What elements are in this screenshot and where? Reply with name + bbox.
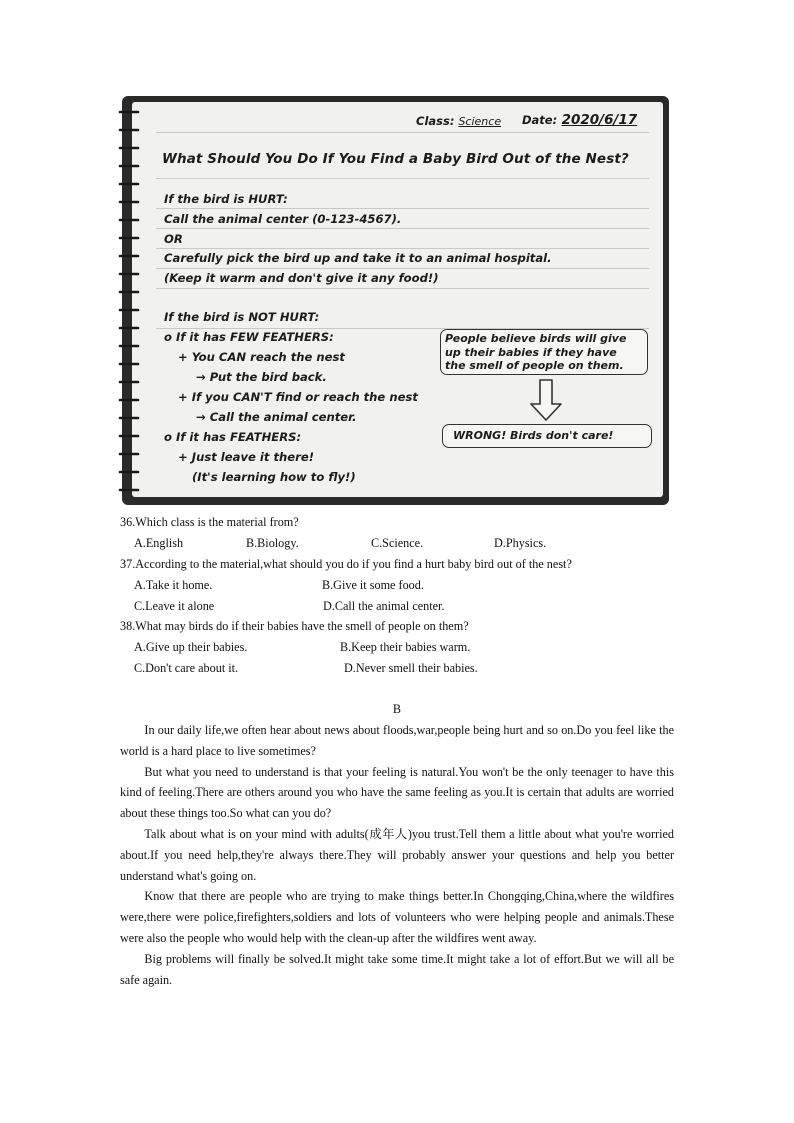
date-header [522,112,637,128]
callout-line: the smell of people on them. [445,359,624,372]
notebook-page [132,102,663,497]
date-label: Date: [522,113,558,127]
notebook-image [122,96,669,505]
ruled-line [156,178,649,179]
passage-paragraph: Big problems will finally be solved.It might take some time.It might take a lot of effort.But we will all be safe again. [120,951,674,987]
notebook-line: + If you CAN'T find or reach the nest [178,390,418,404]
q38-option-b[interactable]: B.Keep their babies warm. [340,640,471,654]
question-37: 37.According to the material,what should you do if you find a hurt baby bird out of the nest? [120,557,572,571]
q37-option-a[interactable]: A.Take it home. [134,578,213,592]
ruled-line [156,288,649,289]
belief-callout [440,329,648,375]
q37-option-d[interactable]: D.Call the animal center. [323,599,445,613]
wrong-callout: WRONG! Birds don't care! [442,424,652,448]
notebook-title: What Should You Do If You Find a Baby Bird Out of the Nest? [162,151,629,167]
notebook-line: If the bird is NOT HURT: [164,310,320,324]
notebook-line: Call the animal center (0-123-4567). [164,212,402,226]
notebook-line: (Keep it warm and don't give it any food!) [164,271,439,285]
notebook-line: If the bird is HURT: [164,192,288,206]
notebook-line: o If it has FEW FEATHERS: [164,330,334,344]
callout-line: up their babies if they have [445,345,617,359]
ruled-line [156,208,649,209]
ruled-line [156,228,649,229]
ruled-line [156,248,649,249]
notebook-line: + You CAN reach the nest [178,350,345,364]
passage-paragraph: In our daily life,we often hear about news about floods,war,people being hurt and so on.Do you feel like the world is a hard place to live sometimes? [120,723,674,758]
passage-paragraph: Talk about what is on your mind with adults(成年人)you trust.Tell them a little about what you're worried about.If you need help,they're always there.They will probably answer your questions and help you better understand what's going on. [120,826,674,883]
notebook-line: (It's learning how to fly!) [192,470,356,484]
q38-option-a[interactable]: A.Give up their babies. [134,640,248,654]
notebook-line: → Put the bird back. [196,370,327,384]
reading-passage [120,720,674,990]
ruled-line [156,268,649,269]
spiral-binding-icon [116,106,142,496]
notebook-line: Carefully pick the bird up and take it to an animal hospital. [164,251,552,265]
callout-line: People believe birds will give [445,332,627,345]
class-value: Science [458,115,502,128]
class-label: Class: [416,114,455,128]
class-header [416,114,501,128]
ruled-line [156,132,649,133]
q37-option-c[interactable]: C.Leave it alone [134,599,215,613]
passage-paragraph: But what you need to understand is that your feeling is natural.You won't be the only teenager to have this kind of feeling.There are others around you who have the same feeling as you.It is certain that adults are worried about these things too.So what can you do? [120,764,674,821]
q38-option-d[interactable]: D.Never smell their babies. [344,661,478,675]
q37-option-b[interactable]: B.Give it some food. [322,578,424,592]
passage-paragraph: Know that there are people who are trying to make things better.In Chongqing,China,where the wildfires were,there were police,firefighters,soldiers and lots of volunteers who were helping people and animals.These were also the people who would help with the clean-up after the wildfires went away. [120,889,674,945]
q36-option-c[interactable]: C.Science. [371,536,424,550]
date-value: 2020/6/17 [561,112,638,128]
notebook-line: → Call the animal center. [196,410,357,424]
q36-option-a[interactable]: A.English [134,536,184,550]
down-arrow-icon [528,378,564,422]
notebook-line: OR [164,232,183,246]
notebook-line: + Just leave it there! [178,450,314,464]
notebook-line: o If it has FEATHERS: [164,430,302,444]
question-36: 36.Which class is the material from? [120,515,299,529]
q36-option-d[interactable]: D.Physics. [494,536,547,550]
section-heading: B [392,702,402,716]
q36-option-b[interactable]: B.Biology. [246,536,299,550]
q38-option-c[interactable]: C.Don't care about it. [134,661,239,675]
question-38: 38.What may birds do if their babies have the smell of people on them? [120,619,469,633]
